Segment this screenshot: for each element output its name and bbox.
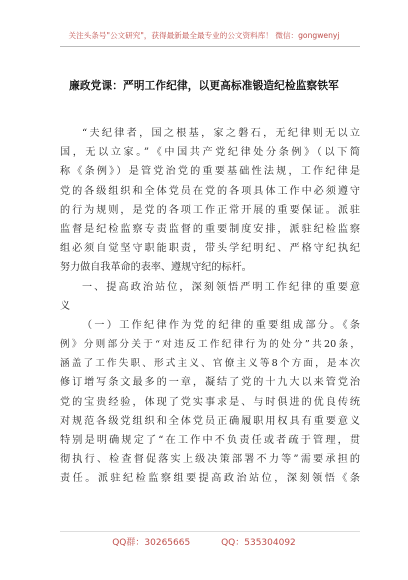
body-line: 组必须自觉坚守职能职责，带头学纪明纪、严格守纪执纪 — [60, 243, 360, 255]
document-body — [60, 124, 360, 489]
body-line: 例》分则部分关于“对违反工作纪律行为的处分”共20条， — [60, 339, 360, 351]
document-title: 廉政党课：严明工作纪律，以更高标准锻造纪检监察铁军 — [69, 80, 339, 92]
body-line: 的行为规则，是党的各项工作正常开展的重要保证。派驻 — [60, 204, 360, 216]
body-line: 修订增写条文最多的一章，凝结了党的十九大以来管党治 — [60, 377, 360, 389]
footer-qq-group: QQ群：30265665 — [112, 538, 191, 548]
body-line: 对规范各级党组织和全体党员正确履职用权具有重要意义 — [60, 415, 360, 427]
footer-qq: QQ：535304092 — [221, 538, 296, 548]
body-line: 党的宝贵经验，体现了党实事求是、与时俱进的优良传统 — [60, 396, 360, 408]
footer-divider — [60, 531, 360, 532]
section-heading-line: 一、提高政治站位，深刻领悟严明工作纪律的重要意 — [82, 281, 360, 293]
body-line: 努力做自我革命的表率、遵规守纪的标杆。 — [60, 262, 252, 274]
body-line: 责任。派驻纪检监察组要提高政治站位，深刻领悟《条 — [60, 473, 360, 485]
section-heading-line: 义 — [60, 300, 71, 312]
body-line: “夫纪律者，国之根基，家之磐石，无纪律则无以立 — [82, 128, 360, 139]
body-line: 特别是明确规定了“在工作中不负责任或者疏于管理，贯 — [60, 435, 360, 446]
body-line: 党的各级组织和全体党员在党的各项具体工作中必须遵守 — [60, 185, 360, 197]
body-line: 彻执行、检查督促落实上级决策部署不力等”需要承担的 — [60, 454, 360, 466]
header-divider — [60, 46, 360, 47]
header-banner: 关注头条号"公文研究"，获得最新最全最专业的公文资料库！ 微信：gongwenyj — [68, 31, 340, 40]
body-line: 涵盖了工作失职、形式主义、官僚主义等8个方面，是本次 — [60, 358, 360, 370]
body-line: （一）工作纪律作为党的纪律的重要组成部分。《条 — [82, 319, 360, 331]
body-line: 监督是纪检监察专责监督的重要制度安排，派驻纪检监察 — [60, 223, 360, 235]
body-line: 称《条例》）是管党治党的重要基础性法规，工作纪律是 — [60, 166, 360, 178]
footer — [0, 535, 408, 548]
body-line: 国，无以立家。”《中国共产党纪律处分条例》（以下简 — [60, 147, 360, 159]
